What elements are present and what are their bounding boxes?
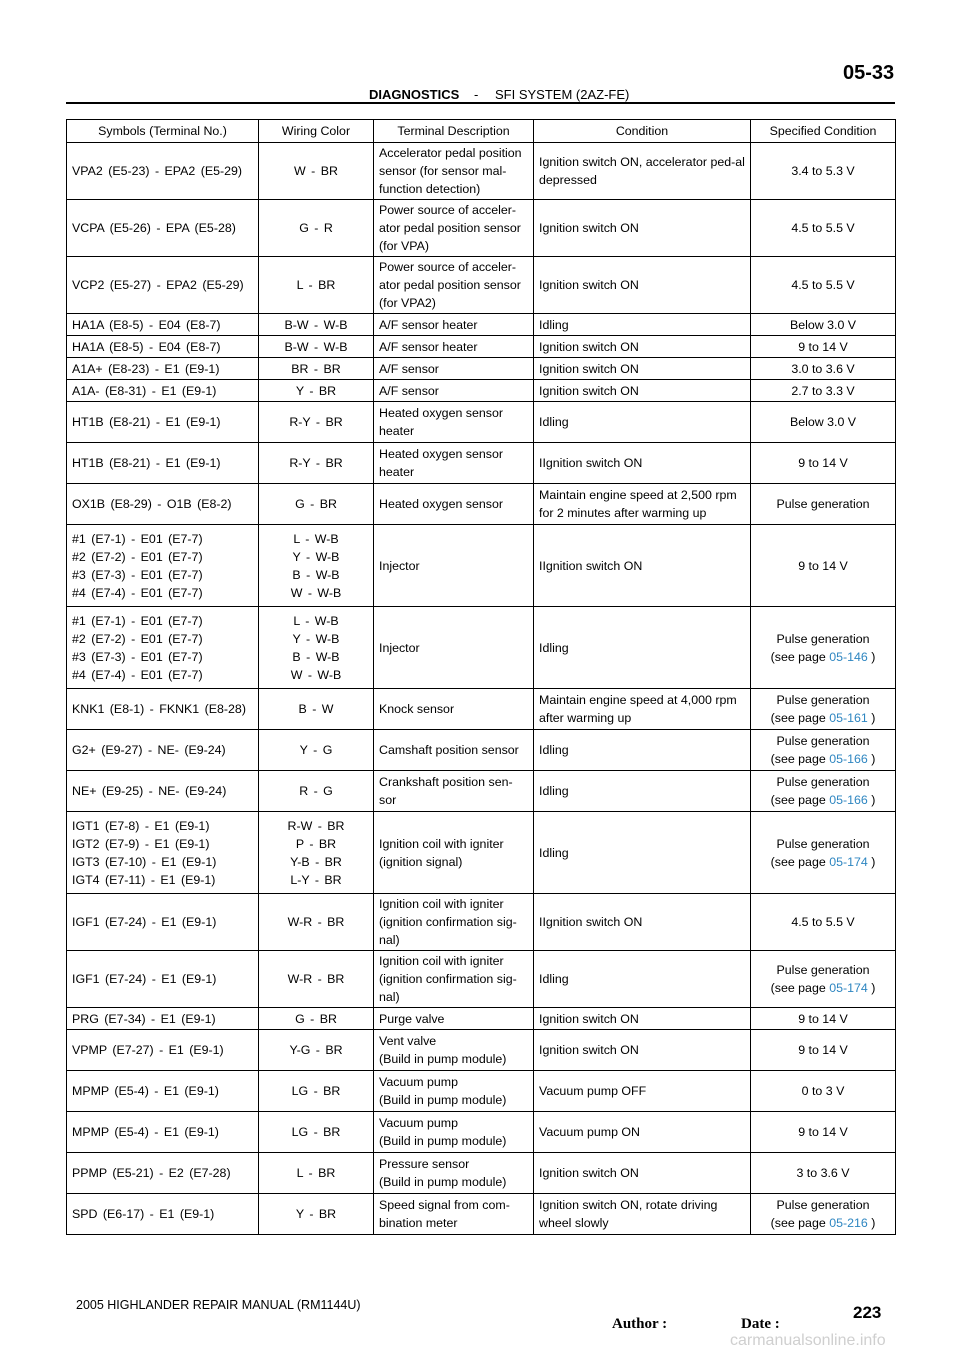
- symbol-cell: HT1B (E8-21) - E1 (E9-1): [67, 402, 259, 443]
- condition-cell: Ignition switch ON: [534, 336, 751, 358]
- spec-text: Pulse generation (see page: [770, 775, 870, 807]
- symbol-cell: #1 (E7-1) - E01 (E7-7) #2 (E7-2) - E01 (E7-7) #3 (E7-3) - E01 (E7-7) #4 (E7-4) - E01 (E7-7): [67, 607, 259, 689]
- description-cell: Vent valve (Build in pump module): [374, 1030, 534, 1071]
- table-row: [67, 607, 896, 689]
- description-cell: Accelerator pedal position sensor (for sensor mal-function detection): [374, 143, 534, 200]
- section-title: DIAGNOSTICS: [369, 87, 460, 102]
- manual-footer: 2005 HIGHLANDER REPAIR MANUAL (RM1144U): [76, 1298, 361, 1312]
- specified-condition-cell: Pulse generation: [751, 484, 896, 525]
- table-row: [67, 951, 896, 1008]
- condition-cell: Idling: [534, 314, 751, 336]
- symbol-cell: HA1A (E8-5) - E04 (E8-7): [67, 336, 259, 358]
- col-header-wiring-color: Wiring Color: [259, 120, 374, 143]
- table-row: [67, 257, 896, 314]
- table-row: [67, 358, 896, 380]
- watermark: carmanualsonline.info: [730, 1332, 886, 1349]
- wiring-color-cell: Y - BR: [259, 1194, 374, 1235]
- table-row: [67, 200, 896, 257]
- condition-cell: Idling: [534, 607, 751, 689]
- page-ref-link[interactable]: 05-216: [829, 1216, 868, 1230]
- symbol-cell: SPD (E6-17) - E1 (E9-1): [67, 1194, 259, 1235]
- header-dash: -: [474, 87, 479, 102]
- symbol-cell: G2+ (E9-27) - NE- (E9-24): [67, 730, 259, 771]
- table-row: [67, 689, 896, 730]
- wiring-color-cell: W-R - BR: [259, 951, 374, 1008]
- specified-condition-cell: 4.5 to 5.5 V: [751, 257, 896, 314]
- table-row: [67, 443, 896, 484]
- spec-text: Pulse generation (see page: [770, 963, 870, 995]
- page-ref-suffix: ): [867, 854, 876, 869]
- page-ref-link[interactable]: 05-146: [829, 649, 868, 664]
- page-ref-suffix: ): [867, 649, 876, 664]
- specified-condition-cell: [751, 689, 896, 730]
- page-ref-suffix: ): [867, 1216, 876, 1230]
- symbol-cell: OX1B (E8-29) - O1B (E8-2): [67, 484, 259, 525]
- specified-condition-cell: 3 to 3.6 V: [751, 1153, 896, 1194]
- condition-cell: Idling: [534, 951, 751, 1008]
- specified-condition-cell: 0 to 3 V: [751, 1071, 896, 1112]
- header-rule: [66, 102, 895, 104]
- col-header-condition: Condition: [534, 120, 751, 143]
- description-cell: Crankshaft position sen-sor: [374, 771, 534, 812]
- wiring-color-cell: Y-G - BR: [259, 1030, 374, 1071]
- specified-condition-cell: [751, 607, 896, 689]
- wiring-color-cell: G - BR: [259, 484, 374, 525]
- wiring-color-cell: R - G: [259, 771, 374, 812]
- spec-text: Pulse generation (see page: [770, 734, 870, 766]
- description-cell: A/F sensor: [374, 358, 534, 380]
- specified-condition-cell: 9 to 14 V: [751, 443, 896, 484]
- symbol-cell: MPMP (E5-4) - E1 (E9-1): [67, 1071, 259, 1112]
- wiring-color-cell: R-Y - BR: [259, 402, 374, 443]
- wiring-color-cell: W-R - BR: [259, 894, 374, 951]
- description-cell: A/F sensor: [374, 380, 534, 402]
- col-header-symbols: Symbols (Terminal No.): [67, 120, 259, 143]
- symbol-cell: NE+ (E9-25) - NE- (E9-24): [67, 771, 259, 812]
- wiring-color-cell: G - BR: [259, 1008, 374, 1030]
- condition-cell: Maintain engine speed at 2,500 rpm for 2 minutes after warming up: [534, 484, 751, 525]
- table-body: [67, 143, 896, 1235]
- description-cell: Ignition coil with igniter (ignition signal): [374, 812, 534, 894]
- table-row: [67, 1112, 896, 1153]
- symbol-cell: IGF1 (E7-24) - E1 (E9-1): [67, 894, 259, 951]
- condition-cell: Idling: [534, 730, 751, 771]
- terminal-spec-table: [66, 119, 896, 1235]
- spec-text: Pulse generation (see page: [770, 631, 870, 664]
- symbol-cell: HT1B (E8-21) - E1 (E9-1): [67, 443, 259, 484]
- description-cell: Heated oxygen sensor heater: [374, 402, 534, 443]
- page-ref-link[interactable]: 05-174: [829, 854, 868, 869]
- col-header-specified-condition: Specified Condition: [751, 120, 896, 143]
- symbol-cell: VCP2 (E5-27) - EPA2 (E5-29): [67, 257, 259, 314]
- symbol-cell: VPA2 (E5-23) - EPA2 (E5-29): [67, 143, 259, 200]
- wiring-color-cell: R-Y - BR: [259, 443, 374, 484]
- description-cell: Knock sensor: [374, 689, 534, 730]
- symbol-cell: PRG (E7-34) - E1 (E9-1): [67, 1008, 259, 1030]
- table-row: [67, 380, 896, 402]
- wiring-color-cell: L - BR: [259, 257, 374, 314]
- page-ref-suffix: ): [867, 711, 876, 725]
- specified-condition-cell: [751, 771, 896, 812]
- page-number: 223: [853, 1303, 882, 1322]
- symbol-cell: A1A+ (E8-23) - E1 (E9-1): [67, 358, 259, 380]
- description-cell: Purge valve: [374, 1008, 534, 1030]
- wiring-color-cell: L - W-B Y - W-B B - W-B W - W-B: [259, 607, 374, 689]
- wiring-color-cell: B-W - W-B: [259, 314, 374, 336]
- page-ref-suffix: ): [867, 981, 876, 995]
- description-cell: Vacuum pump (Build in pump module): [374, 1071, 534, 1112]
- author-label: Author :: [612, 1316, 668, 1332]
- table-row: [67, 314, 896, 336]
- page-ref-link[interactable]: 05-166: [829, 752, 868, 766]
- wiring-color-cell: B - W: [259, 689, 374, 730]
- symbol-cell: VPMP (E7-27) - E1 (E9-1): [67, 1030, 259, 1071]
- description-cell: Power source of acceler-ator pedal position sensor (for VPA2): [374, 257, 534, 314]
- condition-cell: Ignition switch ON: [534, 257, 751, 314]
- condition-cell: IIgnition switch ON: [534, 894, 751, 951]
- condition-cell: Ignition switch ON: [534, 200, 751, 257]
- wiring-color-cell: L - W-B Y - W-B B - W-B W - W-B: [259, 525, 374, 607]
- wiring-color-cell: G - R: [259, 200, 374, 257]
- table-row: [67, 812, 896, 894]
- page-code: 05-33: [843, 62, 895, 84]
- condition-cell: IIgnition switch ON: [534, 525, 751, 607]
- table-row: [67, 1194, 896, 1235]
- specified-condition-cell: 2.7 to 3.3 V: [751, 380, 896, 402]
- wiring-color-cell: BR - BR: [259, 358, 374, 380]
- condition-cell: Ignition switch ON, accelerator ped-al depressed: [534, 143, 751, 200]
- table-row: [67, 1030, 896, 1071]
- page-ref-link[interactable]: 05-174: [829, 981, 868, 995]
- specified-condition-cell: Below 3.0 V: [751, 402, 896, 443]
- specified-condition-cell: 9 to 14 V: [751, 1030, 896, 1071]
- wiring-color-cell: W - BR: [259, 143, 374, 200]
- description-cell: Ignition coil with igniter (ignition confirmation sig-nal): [374, 951, 534, 1008]
- specified-condition-cell: [751, 1194, 896, 1235]
- condition-cell: Ignition switch ON: [534, 1153, 751, 1194]
- page-ref-link[interactable]: 05-166: [829, 793, 868, 807]
- specified-condition-cell: 9 to 14 V: [751, 525, 896, 607]
- page-ref-suffix: ): [867, 752, 876, 766]
- condition-cell: Vacuum pump ON: [534, 1112, 751, 1153]
- description-cell: Injector: [374, 525, 534, 607]
- wiring-color-cell: R-W - BR P - BR Y-B - BR L-Y - BR: [259, 812, 374, 894]
- specified-condition-cell: Below 3.0 V: [751, 314, 896, 336]
- date-label: Date :: [741, 1316, 780, 1332]
- specified-condition-cell: 4.5 to 5.5 V: [751, 894, 896, 951]
- symbol-cell: HA1A (E8-5) - E04 (E8-7): [67, 314, 259, 336]
- description-cell: A/F sensor heater: [374, 336, 534, 358]
- condition-cell: Maintain engine speed at 4,000 rpm after warming up: [534, 689, 751, 730]
- wiring-color-cell: LG - BR: [259, 1112, 374, 1153]
- condition-cell: Ignition switch ON: [534, 358, 751, 380]
- symbol-cell: KNK1 (E8-1) - FKNK1 (E8-28): [67, 689, 259, 730]
- description-cell: Camshaft position sensor: [374, 730, 534, 771]
- specified-condition-cell: 9 to 14 V: [751, 336, 896, 358]
- condition-cell: Idling: [534, 812, 751, 894]
- table-row: [67, 894, 896, 951]
- table-row: [67, 730, 896, 771]
- spec-text: Pulse generation (see page: [770, 1198, 870, 1230]
- table-row: [67, 143, 896, 200]
- wiring-color-cell: LG - BR: [259, 1071, 374, 1112]
- specified-condition-cell: 9 to 14 V: [751, 1112, 896, 1153]
- description-cell: Power source of acceler-ator pedal position sensor (for VPA): [374, 200, 534, 257]
- condition-cell: Ignition switch ON: [534, 380, 751, 402]
- condition-cell: Ignition switch ON: [534, 1008, 751, 1030]
- description-cell: Speed signal from com-bination meter: [374, 1194, 534, 1235]
- wiring-color-cell: L - BR: [259, 1153, 374, 1194]
- condition-cell: Idling: [534, 402, 751, 443]
- condition-cell: Vacuum pump OFF: [534, 1071, 751, 1112]
- symbol-cell: #1 (E7-1) - E01 (E7-7) #2 (E7-2) - E01 (E7-7) #3 (E7-3) - E01 (E7-7) #4 (E7-4) - E01 (E7-7): [67, 525, 259, 607]
- description-cell: Pressure sensor (Build in pump module): [374, 1153, 534, 1194]
- wiring-color-cell: B-W - W-B: [259, 336, 374, 358]
- specified-condition-cell: [751, 812, 896, 894]
- condition-cell: Ignition switch ON: [534, 1030, 751, 1071]
- table-row: [67, 1071, 896, 1112]
- table-header-row: [67, 120, 896, 143]
- col-header-terminal-description: Terminal Description: [374, 120, 534, 143]
- table-row: [67, 771, 896, 812]
- condition-cell: IIgnition switch ON: [534, 443, 751, 484]
- table-row: [67, 484, 896, 525]
- specified-condition-cell: 3.4 to 5.3 V: [751, 143, 896, 200]
- system-title: SFI SYSTEM (2AZ-FE): [495, 87, 630, 102]
- condition-cell: Ignition switch ON, rotate driving wheel slowly: [534, 1194, 751, 1235]
- specified-condition-cell: 9 to 14 V: [751, 1008, 896, 1030]
- page-ref-suffix: ): [867, 793, 876, 807]
- spec-text: Pulse generation (see page: [770, 836, 870, 869]
- specified-condition-cell: [751, 951, 896, 1008]
- symbol-cell: MPMP (E5-4) - E1 (E9-1): [67, 1112, 259, 1153]
- symbol-cell: A1A- (E8-31) - E1 (E9-1): [67, 380, 259, 402]
- description-cell: A/F sensor heater: [374, 314, 534, 336]
- spec-text: Pulse generation (see page: [770, 693, 870, 725]
- table-row: [67, 525, 896, 607]
- specified-condition-cell: 4.5 to 5.5 V: [751, 200, 896, 257]
- specified-condition-cell: [751, 730, 896, 771]
- table-row: [67, 1008, 896, 1030]
- wiring-color-cell: Y - BR: [259, 380, 374, 402]
- table-row: [67, 336, 896, 358]
- description-cell: Vacuum pump (Build in pump module): [374, 1112, 534, 1153]
- description-cell: Heated oxygen sensor: [374, 484, 534, 525]
- description-cell: Ignition coil with igniter (ignition confirmation sig-nal): [374, 894, 534, 951]
- symbol-cell: VCPA (E5-26) - EPA (E5-28): [67, 200, 259, 257]
- wiring-color-cell: Y - G: [259, 730, 374, 771]
- page-ref-link[interactable]: 05-161: [829, 711, 868, 725]
- table-row: [67, 402, 896, 443]
- table-row: [67, 1153, 896, 1194]
- symbol-cell: IGF1 (E7-24) - E1 (E9-1): [67, 951, 259, 1008]
- symbol-cell: PPMP (E5-21) - E2 (E7-28): [67, 1153, 259, 1194]
- description-cell: Injector: [374, 607, 534, 689]
- symbol-cell: IGT1 (E7-8) - E1 (E9-1) IGT2 (E7-9) - E1 (E9-1) IGT3 (E7-10) - E1 (E9-1) IGT4 (E7-11) - E1 (E9-1): [67, 812, 259, 894]
- description-cell: Heated oxygen sensor heater: [374, 443, 534, 484]
- condition-cell: Idling: [534, 771, 751, 812]
- specified-condition-cell: 3.0 to 3.6 V: [751, 358, 896, 380]
